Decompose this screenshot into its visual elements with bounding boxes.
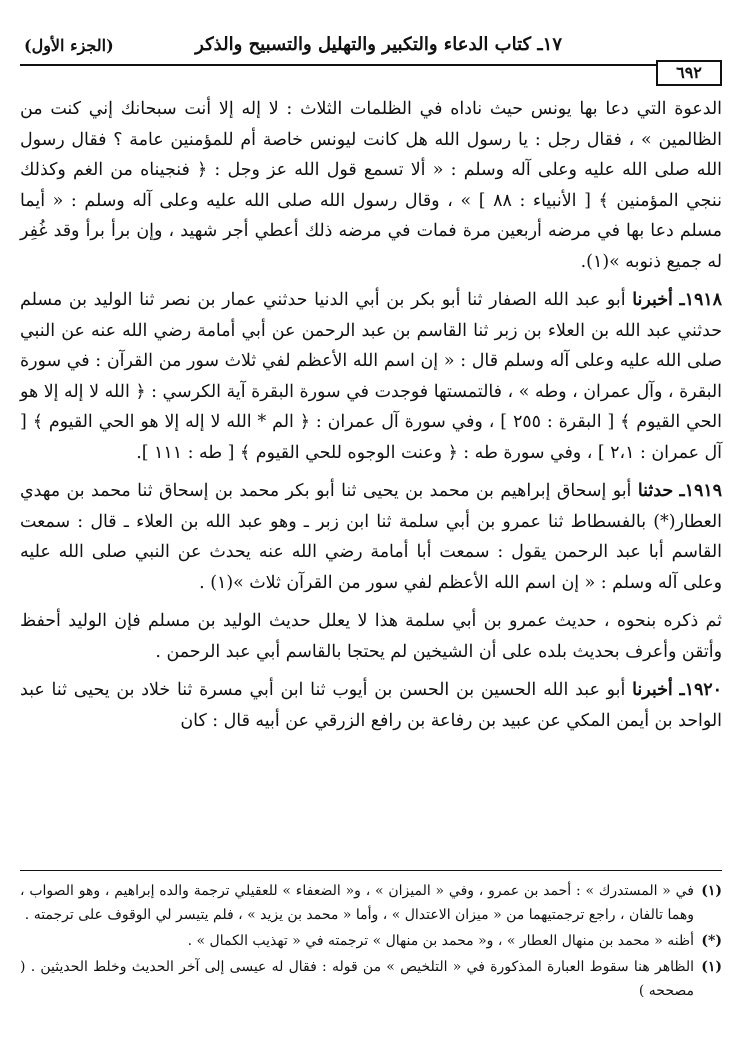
page-header (20, 30, 722, 88)
paragraph-text: أبو عبد الله الصفار ثنا أبو بكر بن أبي الدنيا حدثني عمار بن نصر ثنا الوليد بن مسلم حدثني عبد الله بن العلاء بن زبر ثنا القاسم بن عبد الرحمن عن أبي أمامة رضي الله عنه عن النبي صلى الله عليه وعلى آله وسلم قال : « إن اسم الله الأعظم لفي ثلاث سور من القرآن : في سورة البقرة ، وآل عمران ، وطه » ، فالتمستها فوجدت في سورة البقرة آية الكرسي : ﴿ الله لا إله إلا هو الحي القيوم ﴾ [ البقرة : ٢٥٥ ] ، وفي سورة آل عمران : ﴿ الم * الله لا إله إلا هو الحي القيوم ﴾ [ آل عمران : ٢،١ ] ، وفي سورة طه : ﴿ وعنت الوجوه للحي القيوم ﴾ [ طه : ١١١ ]. (20, 290, 722, 463)
hadith-paragraph (20, 285, 722, 468)
hadith-paragraph (20, 675, 722, 736)
hadith-number: ١٩١٩ـ (679, 481, 722, 501)
book-page (20, 30, 722, 1060)
footnote-text: أظنه « محمد بن منهال العطار » ، و« محمد بن منهال » ترجمته في « تهذيب الكمال » . (187, 933, 694, 949)
chapter-title: ١٧ـ كتاب الدعاء والتكبير والتهليل والتسبيح والذكر (195, 34, 562, 55)
footnote-mark: (١) (701, 883, 722, 899)
paragraph (20, 606, 722, 667)
footnote (20, 955, 722, 1003)
footnotes (20, 870, 722, 1005)
paragraph-text: أبو عبد الله الحسين بن الحسن بن أيوب ثنا ابن أبي مسرة ثنا خلاد بن يحيى ثنا عبد الواحد بن أيمن المكي عن عبيد بن رفاعة بن رافع الزرقي عن أبيه قال : كان (20, 680, 722, 731)
footnote (20, 879, 722, 927)
hadith-number: ١٩١٨ـ (679, 290, 722, 310)
paragraph-text: الدعوة التي دعا بها يونس حيث ناداه في الظلمات الثلاث : لا إله إلا أنت سبحانك إني كنت من الظالمين » ، فقال رجل : يا رسول الله هل كانت ليونس خاصة أم للمؤمنين عامة ؟ فقال رسول الله صلى الله عليه وعلى آله وسلم : « ألا تسمع قول الله عز وجل : ﴿ فنجيناه من الغم وكذلك ننجي المؤمنين ﴾ [ الأنبياء : ٨٨ ] » ، وقال رسول الله صلى الله عليه وعلى آله وسلم : « أيما مسلم دعا بها في مرضه أربعين مرة فمات في مرضه ذلك أعطي أجر شهيد ، وإن برأ برأ وقد غُفِر له جميع ذنوبه »(١). (20, 99, 722, 272)
hadith-lead: حدثنا (637, 481, 674, 501)
footnote (20, 929, 722, 953)
footnote-mark: (١) (701, 959, 722, 975)
footnote-text: في « المستدرك » : أحمد بن عمرو ، وفي « الميزان » ، و« الضعفاء » للعقيلي ترجمة والده إبراهيم ، وهو الصواب ، وهما تالفان ، راجع ترجمتيهما من « ميزان الاعتدال » ، وأما « محمد بن يزيد » ، فلم يتيسر لي الوقوف على ترجمته . (20, 883, 694, 923)
footnote-text: الظاهر هنا سقوط العبارة المذكورة في « التلخيص » من قوله : فقال له عيسى إلى آخر الحديث وخلط الحديثين . ( مصححه ) (20, 959, 694, 999)
paragraph-text: أبو إسحاق إبراهيم بن محمد بن يحيى ثنا أبو بكر محمد بن إسحاق ثنا محمد بن مهدي العطار(*) بالفسطاط ثنا عمرو بن أبي سلمة ثنا ابن زبر ـ وهو عبد الله بن العلاء ـ قال : سمعت القاسم أبا عبد الرحمن يقول : سمعت أبا أمامة رضي الله عنه يحدث عن النبي صلى الله عليه وعلى آله وسلم : « إن اسم الله الأعظم لفي سور من القرآن ثلاث »(١) . (20, 481, 722, 593)
hadith-lead: أخبرنا (632, 290, 673, 310)
hadith-number: ١٩٢٠ـ (679, 680, 722, 700)
footnote-mark: (*) (701, 933, 722, 949)
part-label: (الجزء الأول) (24, 36, 114, 55)
page-number: ٦٩٢ (656, 60, 722, 86)
hadith-paragraph (20, 476, 722, 598)
paragraph (20, 94, 722, 277)
hadith-lead: أخبرنا (632, 680, 673, 700)
header-rule (20, 64, 722, 66)
main-text (20, 94, 722, 736)
paragraph-text: ثم ذكره بنحوه ، حديث عمرو بن أبي سلمة هذا لا يعلل حديث الوليد بن مسلم فإن الوليد أحفظ وأتقن وأعرف بحديث بلده على أن الشيخين لم يحتجا بالقاسم أبي عبد الرحمن . (20, 611, 722, 662)
